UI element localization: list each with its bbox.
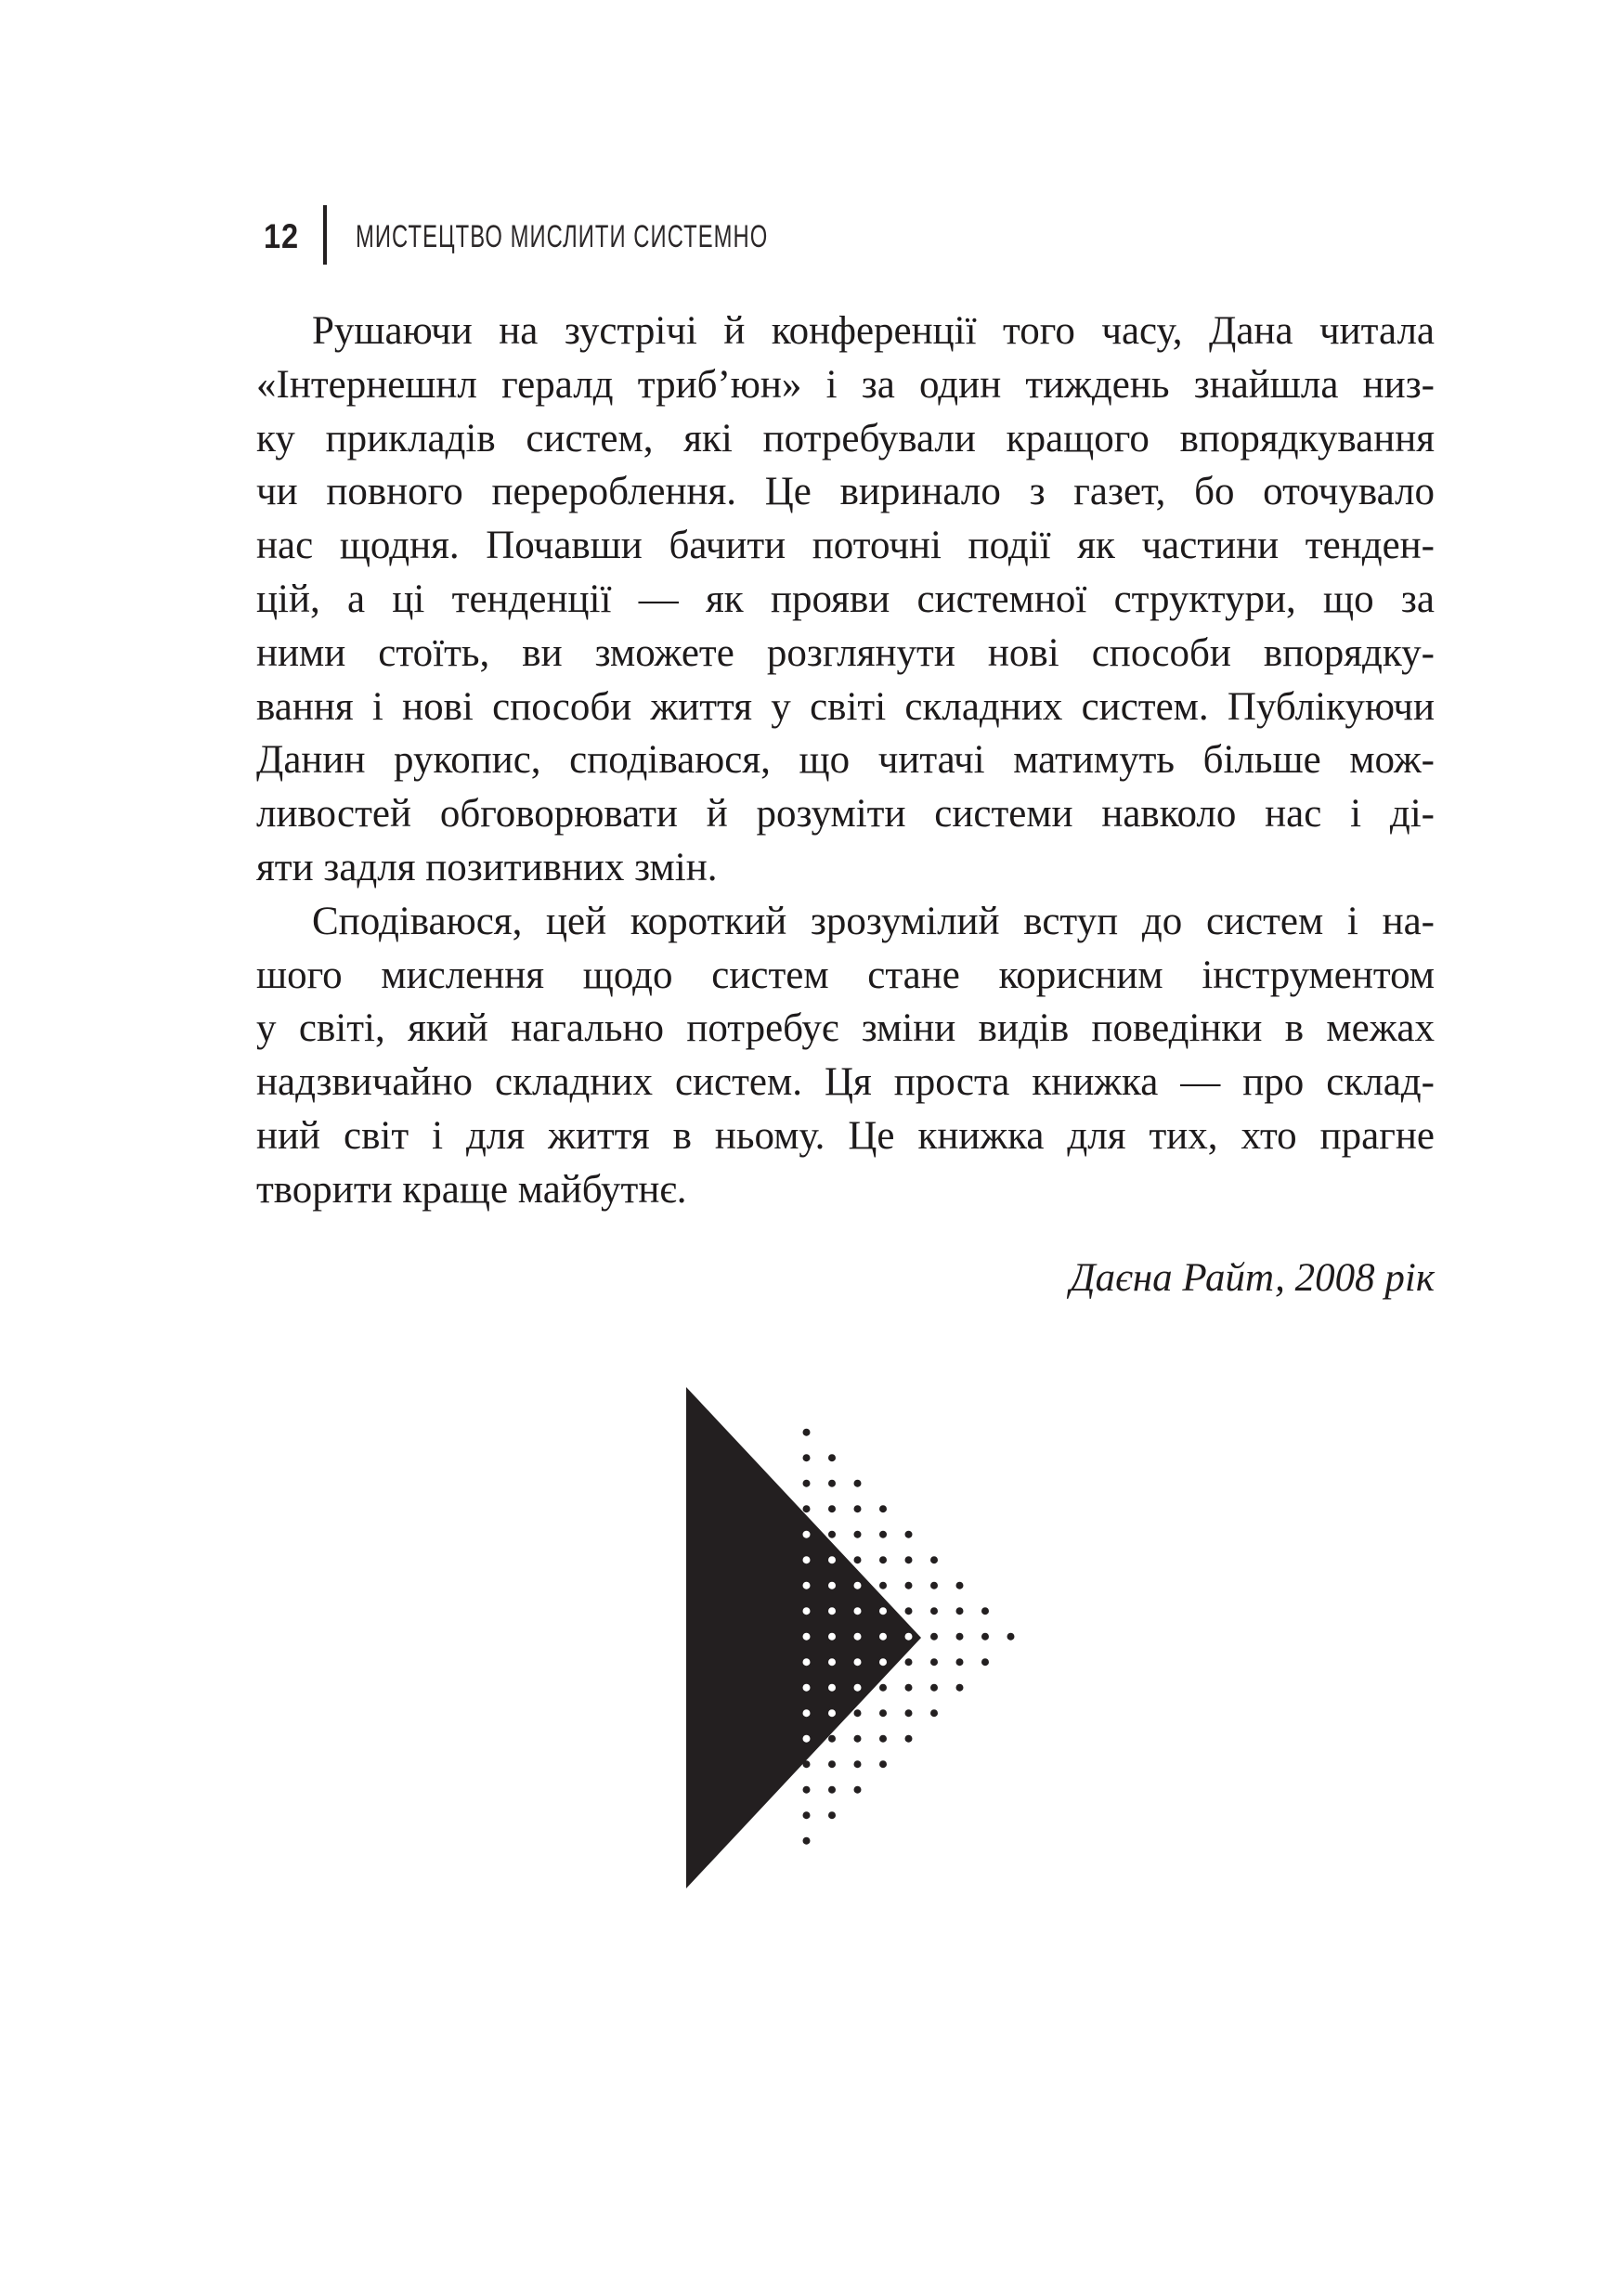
dot bbox=[803, 1633, 811, 1641]
dot bbox=[879, 1607, 887, 1615]
dot bbox=[879, 1633, 887, 1641]
dot bbox=[828, 1735, 836, 1743]
dot bbox=[956, 1633, 964, 1641]
dot bbox=[803, 1582, 811, 1589]
dot bbox=[879, 1735, 887, 1743]
body-line: ку прикладів систем, які потребували кращого впорядкування bbox=[256, 416, 1435, 460]
dot bbox=[828, 1684, 836, 1692]
dot bbox=[930, 1556, 938, 1563]
dot bbox=[828, 1531, 836, 1538]
dot bbox=[828, 1582, 836, 1589]
paragraph bbox=[256, 305, 1435, 895]
body-line: надзвичайно складних систем. Ця проста книжка — про склад- bbox=[256, 1060, 1435, 1105]
header-divider bbox=[323, 205, 327, 265]
dot bbox=[854, 1633, 862, 1641]
body-line: цій, а ці тенденції — як прояви системної структури, що за bbox=[256, 577, 1435, 621]
body-line: «Інтернешнл гералд триб’юн» і за один тиждень знайшла низ- bbox=[256, 362, 1435, 407]
dot bbox=[905, 1531, 913, 1538]
dot bbox=[828, 1658, 836, 1666]
dot bbox=[854, 1607, 862, 1615]
dot bbox=[854, 1735, 862, 1743]
dot bbox=[879, 1760, 887, 1768]
dot bbox=[854, 1709, 862, 1717]
dot bbox=[803, 1735, 811, 1743]
dot bbox=[854, 1582, 862, 1589]
dot bbox=[981, 1658, 989, 1666]
body-text bbox=[256, 305, 1435, 1217]
dot bbox=[803, 1837, 811, 1845]
dot bbox=[956, 1607, 964, 1615]
running-title: МИСТЕЦТВО МИСЛИТИ СИСТЕМНО bbox=[356, 219, 769, 254]
dot bbox=[905, 1684, 913, 1692]
dot bbox=[930, 1633, 938, 1641]
dot bbox=[905, 1633, 913, 1641]
dot bbox=[803, 1709, 811, 1717]
body-line: чи повного перероблення. Це виринало з газет, бо оточувало bbox=[256, 470, 1435, 514]
paragraph bbox=[256, 895, 1435, 1217]
dot bbox=[828, 1633, 836, 1641]
dot bbox=[803, 1811, 811, 1819]
dot bbox=[803, 1658, 811, 1666]
dot bbox=[854, 1556, 862, 1563]
dot bbox=[879, 1684, 887, 1692]
dot bbox=[905, 1658, 913, 1666]
body-line: ними стоїть, ви зможете розглянути нові способи впорядку- bbox=[256, 630, 1435, 675]
body-line: у світі, який нагально потребує зміни видів поведінки в межах bbox=[256, 1006, 1435, 1051]
attribution: Даєна Райт, 2008 рік bbox=[1070, 1256, 1435, 1300]
body-line: шого мислення щодо систем стане корисним інструментом bbox=[256, 953, 1435, 997]
body-line: нас щодня. Почавши бачити поточні події як частини тенден- bbox=[256, 524, 1435, 568]
body-line: яти задля позитивних змін. bbox=[256, 845, 718, 889]
dot bbox=[930, 1582, 938, 1589]
dot bbox=[879, 1658, 887, 1666]
body-line: Сподіваюся, цей короткий зрозумілий вступ до систем і на- bbox=[312, 899, 1435, 943]
body-line: творити краще майбутнє. bbox=[256, 1167, 687, 1212]
dot bbox=[854, 1658, 862, 1666]
dot bbox=[905, 1582, 913, 1589]
dot bbox=[905, 1556, 913, 1563]
dot bbox=[803, 1556, 811, 1563]
dot bbox=[854, 1505, 862, 1512]
dot bbox=[803, 1760, 811, 1768]
dot bbox=[905, 1607, 913, 1615]
body-line: Данин рукопис, сподіваюся, що читачі матимуть більше мож- bbox=[256, 738, 1435, 783]
dot bbox=[956, 1658, 964, 1666]
dot bbox=[803, 1684, 811, 1692]
dot bbox=[930, 1658, 938, 1666]
dot bbox=[828, 1786, 836, 1794]
dot bbox=[905, 1709, 913, 1717]
dot bbox=[828, 1556, 836, 1563]
dot bbox=[854, 1760, 862, 1768]
page-number: 12 bbox=[264, 217, 299, 255]
dot bbox=[854, 1480, 862, 1487]
dot bbox=[828, 1505, 836, 1512]
dot bbox=[803, 1531, 811, 1538]
dot bbox=[981, 1633, 989, 1641]
body-line: ливостей обговорювати й розуміти системи навколо нас і ді- bbox=[256, 792, 1435, 837]
dot bbox=[854, 1684, 862, 1692]
dot bbox=[828, 1811, 836, 1819]
body-line: вання і нові способи життя у світі складних систем. Публікуючи bbox=[256, 684, 1435, 729]
dot bbox=[905, 1735, 913, 1743]
dot bbox=[879, 1531, 887, 1538]
dot bbox=[1007, 1633, 1015, 1641]
dot bbox=[854, 1531, 862, 1538]
dot bbox=[828, 1480, 836, 1487]
dot bbox=[956, 1582, 964, 1589]
dot bbox=[956, 1684, 964, 1692]
dot bbox=[828, 1760, 836, 1768]
body-line: Рушаючи на зустрічі й конференції того часу, Дана читала bbox=[312, 309, 1435, 353]
body-line: ний світ і для життя в ньому. Це книжка для тих, хто прагне bbox=[256, 1113, 1435, 1158]
dot bbox=[828, 1454, 836, 1461]
dot bbox=[854, 1786, 862, 1794]
dot bbox=[828, 1709, 836, 1717]
dot bbox=[828, 1607, 836, 1615]
dot bbox=[803, 1454, 811, 1461]
dot bbox=[803, 1480, 811, 1487]
dot bbox=[930, 1684, 938, 1692]
dot bbox=[879, 1709, 887, 1717]
dot bbox=[803, 1786, 811, 1794]
dot bbox=[803, 1429, 811, 1436]
triangle-dots-ornament bbox=[650, 1365, 1189, 1903]
dot bbox=[879, 1556, 887, 1563]
dot bbox=[981, 1607, 989, 1615]
dot bbox=[879, 1582, 887, 1589]
dot bbox=[803, 1607, 811, 1615]
dot bbox=[879, 1505, 887, 1512]
dot bbox=[930, 1709, 938, 1717]
dot bbox=[930, 1607, 938, 1615]
dot bbox=[803, 1505, 811, 1512]
